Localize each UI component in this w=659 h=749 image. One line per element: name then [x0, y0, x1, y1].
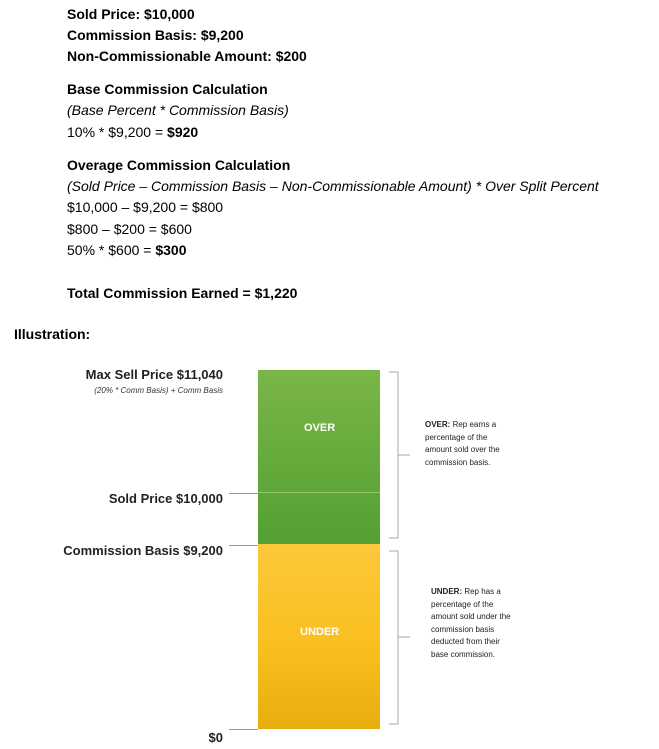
- base-commission-formula: (Base Percent * Commission Basis): [67, 102, 289, 118]
- over-note-title: OVER:: [425, 420, 451, 429]
- zero-label: $0: [208, 730, 223, 745]
- commission-basis-label: Commission Basis $9,200: [63, 543, 223, 558]
- non-commissionable-summary: Non-Commissionable Amount: $200: [67, 48, 307, 64]
- over-segment-label: OVER: [304, 422, 336, 434]
- under-note-text: Rep has a percentage of the amount sold under the commission basis deducted from their base commission.: [431, 587, 511, 659]
- sold-price-summary: Sold Price: $10,000: [67, 6, 195, 22]
- over-note-text: Rep earns a percentage of the amount sold over the commission basis.: [425, 420, 500, 467]
- max-sell-price-formula: (20% * Comm Basis) + Comm Basis: [94, 386, 223, 395]
- commission-basis-summary: Commission Basis: $9,200: [67, 27, 244, 43]
- max-sell-price-label: Max Sell Price $11,040: [85, 367, 223, 382]
- over-note: [425, 419, 509, 469]
- over-bracket: [389, 372, 410, 538]
- under-note-title: UNDER:: [431, 587, 463, 596]
- total-commission: Total Commission Earned = $1,220: [67, 285, 298, 301]
- overage-step-3-expression: 50% * $600 =: [67, 242, 156, 258]
- overage-commission-heading: Overage Commission Calculation: [67, 157, 291, 173]
- overage-step-2: $800 – $200 = $600: [67, 221, 192, 237]
- sold-price-label: Sold Price $10,000: [108, 491, 223, 506]
- under-bracket: [389, 551, 410, 724]
- overage-result: $300: [155, 242, 187, 258]
- base-commission-expression: 10% * $9,200 =: [67, 124, 168, 140]
- under-note: [431, 586, 511, 661]
- under-segment-label: UNDER: [300, 626, 340, 638]
- overage-commission-formula: (Sold Price – Commission Basis – Non-Commissionable Amount) * Over Split Percent: [67, 178, 599, 194]
- illustration-heading: Illustration:: [14, 326, 91, 342]
- overage-step-1: $10,000 – $9,200 = $800: [67, 199, 224, 215]
- base-commission-heading: Base Commission Calculation: [67, 81, 268, 97]
- base-commission-result: $920: [167, 124, 199, 140]
